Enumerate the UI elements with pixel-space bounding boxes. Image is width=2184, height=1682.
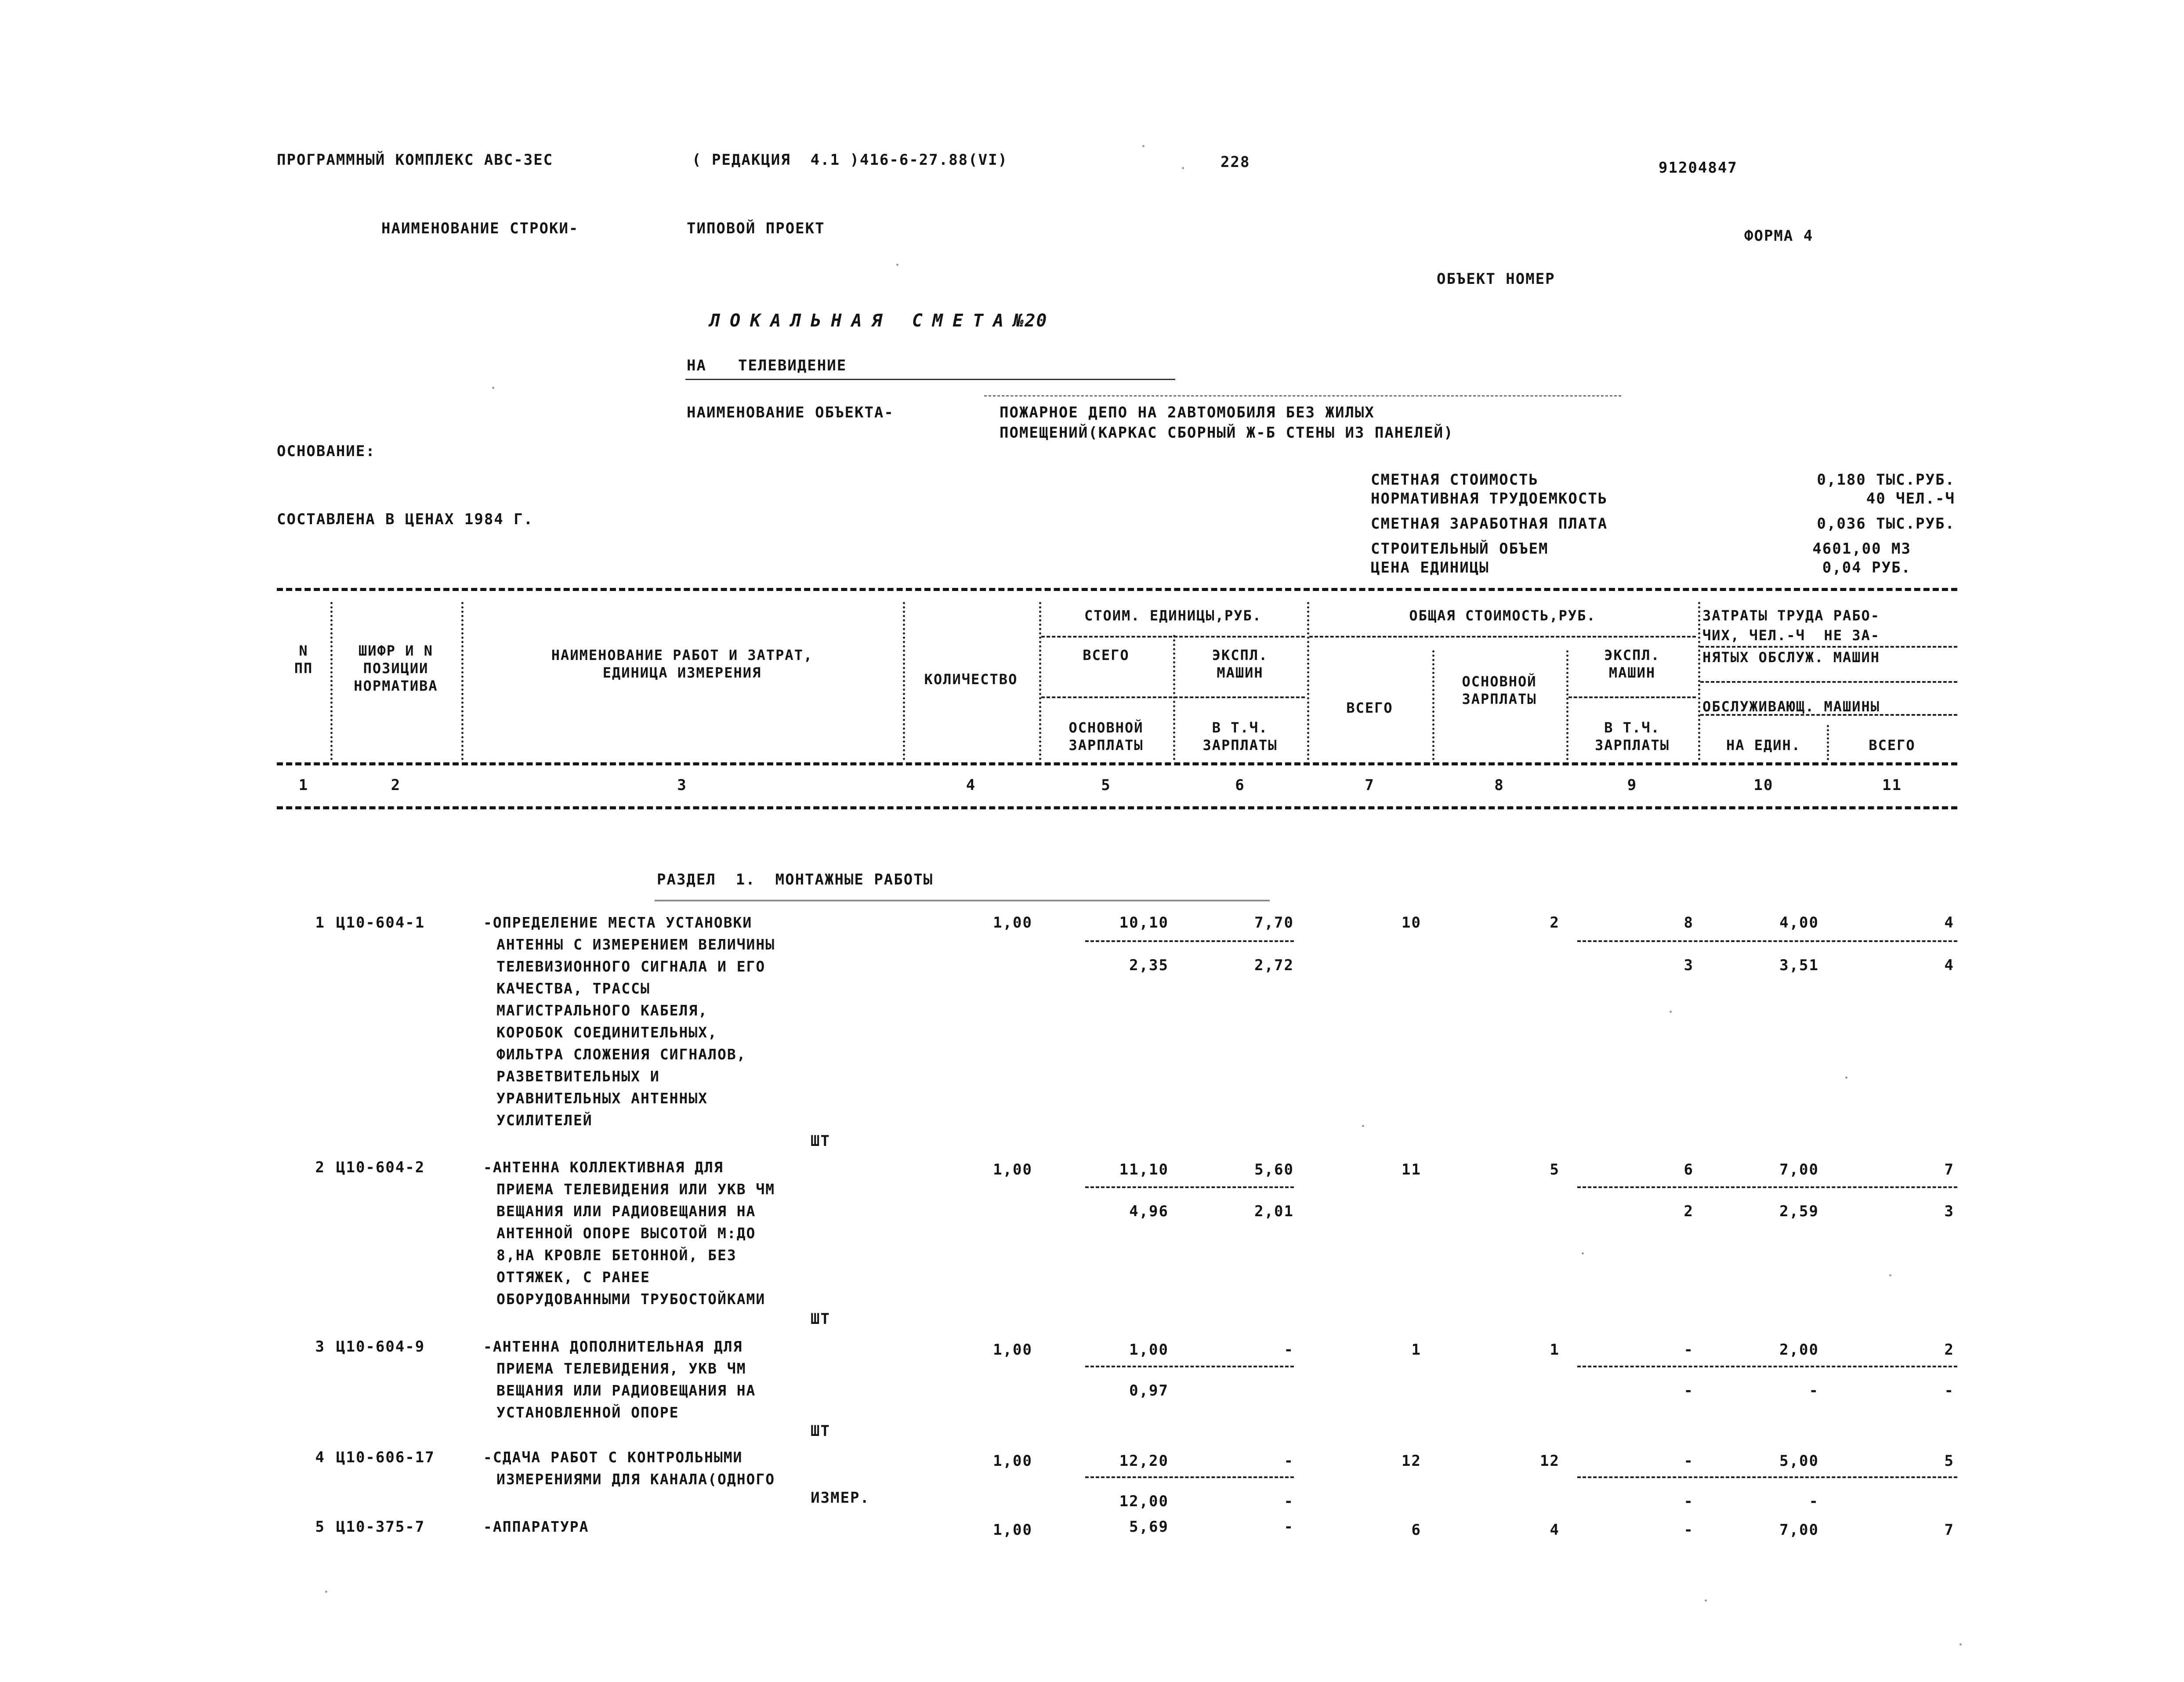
document-title — [710, 312, 1047, 330]
header-total-machines-2: МАШИН — [1608, 664, 1656, 681]
header-pp: ПП — [294, 660, 313, 677]
header-labor-3: НЯТЫХ ОБСЛУЖ. МАШИН — [1702, 649, 1880, 666]
row-2-num: 2 — [315, 1159, 325, 1176]
row-4-unit: ИЗМЕР. — [811, 1489, 870, 1507]
summary-value-unit-price: 0,04 РУБ. — [1822, 559, 1911, 576]
header-name-2: ЕДИНИЦА ИЗМЕРЕНИЯ — [602, 664, 762, 681]
header-mid-rule — [277, 762, 1957, 765]
row-5-labor-total: 7 — [1944, 1521, 1954, 1539]
row-3-labor-unit-2: - — [1809, 1382, 1819, 1399]
total-machines-rule — [1568, 696, 1696, 698]
header-total-incl-1: В Т.Ч. — [1604, 719, 1660, 736]
header-labor-1: ЗАТРАТЫ ТРУДА РАБО- — [1702, 607, 1880, 624]
row-2-unit-incl: 2,01 — [1254, 1203, 1294, 1220]
row-4-qty: 1,00 — [993, 1452, 1032, 1470]
header-unit-machines-2: МАШИН — [1217, 664, 1264, 681]
colnum-10: 10 — [1753, 776, 1774, 794]
row-1-total-incl: 3 — [1684, 957, 1694, 974]
row-4-total-salary: 12 — [1540, 1452, 1560, 1470]
speck — [325, 1591, 327, 1593]
speck — [1582, 1252, 1584, 1254]
object-underline — [984, 395, 1621, 396]
header-unit-incl-2: ЗАРПЛАТЫ — [1202, 737, 1278, 754]
row-2-desc-2: ПРИЕМА ТЕЛЕВИДЕНИЯ ИЛИ УКВ ЧМ — [496, 1181, 775, 1198]
row-4-total-rule — [1577, 1476, 1957, 1478]
header-unit-machines-1: ЭКСПЛ. — [1212, 647, 1268, 663]
colnum-4: 4 — [966, 776, 976, 794]
row-5-code: Ц10-375-7 — [336, 1518, 425, 1536]
row-4-num: 4 — [315, 1449, 325, 1466]
speck — [1670, 1011, 1672, 1013]
row-1-desc-7: ФИЛЬТРА СЛОЖЕНИЯ СИГНАЛОВ, — [496, 1046, 746, 1063]
row-2-total-rule — [1577, 1186, 1957, 1188]
row-1-unit-rule — [1085, 940, 1294, 942]
document-number: №20 — [1013, 311, 1048, 331]
header-labor-2: ЧИХ, ЧЕЛ.-Ч НЕ ЗА- — [1702, 627, 1880, 644]
row-2-unit-rule — [1085, 1186, 1294, 1188]
header-unit-salary-2: ЗАРПЛАТЫ — [1068, 737, 1144, 754]
total-cost-rule — [1309, 636, 1696, 638]
row-2-desc-4: АНТЕННОЙ ОПОРЕ ВЫСОТОЙ М:ДО — [496, 1225, 756, 1242]
unit-cost-rule — [1041, 636, 1305, 638]
row-1-labor-unit: 4,00 — [1779, 914, 1819, 932]
row-5-labor-unit: 7,00 — [1779, 1521, 1819, 1539]
speck — [896, 264, 898, 266]
speck — [492, 387, 494, 389]
row-2-labor-total-2: 3 — [1944, 1203, 1954, 1220]
speck — [1362, 1125, 1364, 1127]
labor-rule-2 — [1700, 681, 1957, 683]
row-4-unit-machines: - — [1284, 1452, 1294, 1470]
document-code: 91204847 — [1659, 159, 1738, 177]
header-labor-unit: НА ЕДИН. — [1726, 737, 1801, 754]
header-code-2: ПОЗИЦИИ — [363, 660, 429, 677]
row-1-labor-total-2: 4 — [1944, 957, 1954, 974]
row-2-desc-6: ОТТЯЖЕК, С РАНЕЕ — [496, 1269, 650, 1286]
row-4-unit-salary: 12,00 — [1119, 1493, 1169, 1510]
speck — [1182, 167, 1184, 169]
summary-label-unit-price: ЦЕНА ЕДИНИЦЫ — [1371, 559, 1489, 576]
col-sep-2 — [461, 602, 464, 760]
colnum-3: 3 — [677, 776, 687, 794]
header-unit-cost-group: СТОИМ. ЕДИНИЦЫ,РУБ. — [1084, 607, 1262, 624]
row-1-desc-8: РАЗВЕТВИТЕЛЬНЫХ И — [496, 1068, 660, 1085]
row-1-unit-salary: 2,35 — [1129, 957, 1169, 974]
row-3-total-machines: - — [1684, 1341, 1694, 1359]
header-n: N — [299, 642, 308, 659]
row-1-desc-10: УСИЛИТЕЛЕЙ — [496, 1112, 593, 1129]
row-1-labor-total: 4 — [1944, 914, 1954, 932]
row-2-desc-1: -АНТЕННА КОЛЛЕКТИВНАЯ ДЛЯ — [483, 1159, 724, 1176]
row-5-unit-machines: - — [1284, 1518, 1294, 1536]
object-name-line2: ПОМЕЩЕНИЙ(КАРКАС СБОРНЫЙ Ж-Б СТЕНЫ ИЗ ПАНЕЛЕЙ) — [1000, 424, 1454, 442]
subject-name: ТЕЛЕВИДЕНИЕ — [738, 357, 847, 374]
row-3-num: 3 — [315, 1338, 325, 1356]
basis-label: ОСНОВАНИЕ: — [277, 442, 376, 460]
header-labor-sub: ОБСЛУЖИВАЮЩ. МАШИНЫ — [1702, 698, 1880, 715]
header-total-all: ВСЕГО — [1346, 700, 1393, 716]
row-2-unit: ШТ — [811, 1310, 830, 1328]
row-2-desc-3: ВЕЩАНИЯ ИЛИ РАДИОВЕЩАНИЯ НА — [496, 1203, 756, 1220]
subject-underline — [685, 379, 1175, 380]
row-3-labor-total: 2 — [1944, 1341, 1954, 1359]
row-5-unit-total: 5,69 — [1129, 1518, 1169, 1536]
header-name-1: НАИМЕНОВАНИЕ РАБОТ И ЗАТРАТ, — [551, 647, 813, 663]
row-1-total: 10 — [1402, 914, 1421, 932]
row-3-desc-2: ПРИЕМА ТЕЛЕВИДЕНИЯ, УКВ ЧМ — [496, 1360, 746, 1377]
summary-label-labor: НОРМАТИВНАЯ ТРУДОЕМКОСТЬ — [1371, 490, 1608, 508]
row-2-total: 11 — [1402, 1161, 1421, 1178]
row-1-code: Ц10-604-1 — [336, 914, 425, 932]
row-3-total-salary: 1 — [1550, 1341, 1560, 1359]
row-2-unit-machines: 5,60 — [1254, 1161, 1294, 1178]
row-1-unit: ШТ — [811, 1132, 830, 1150]
colnum-9: 9 — [1627, 776, 1637, 794]
document-title-text: ЛОКАЛЬНАЯ СМЕТА — [710, 311, 1014, 331]
row-4-code: Ц10-606-17 — [336, 1449, 435, 1466]
summary-value-salary: 0,036 ТЫС.РУБ. — [1817, 515, 1955, 533]
row-3-total-incl: - — [1684, 1382, 1694, 1399]
row-1-num: 1 — [315, 914, 325, 932]
page-number: 228 — [1221, 153, 1250, 171]
row-1-total-rule — [1577, 940, 1957, 942]
prices-label: СОСТАВЛЕНА В ЦЕНАХ 1984 Г. — [277, 511, 534, 528]
section-title: РАЗДЕЛ 1. МОНТАЖНЫЕ РАБОТЫ — [657, 871, 934, 888]
colnum-1: 1 — [298, 776, 309, 794]
row-3-qty: 1,00 — [993, 1341, 1032, 1359]
row-5-desc-1: -АППАРАТУРА — [483, 1518, 589, 1535]
header-total-salary-2: ЗАРПЛАТЫ — [1462, 691, 1537, 707]
col-sep-6 — [1307, 602, 1309, 760]
subject-prefix: НА — [687, 357, 706, 374]
header-code-3: НОРМАТИВА — [354, 678, 438, 694]
row-3-unit-salary: 0,97 — [1129, 1382, 1169, 1399]
row-1-desc-6: КОРОБОК СОЕДИНИТЕЛЬНЫХ, — [496, 1024, 717, 1041]
row-name-value: ТИПОВОЙ ПРОЕКТ — [687, 220, 825, 237]
row-4-total: 12 — [1402, 1452, 1421, 1470]
header-total-machines-1: ЭКСПЛ. — [1604, 647, 1660, 663]
row-3-desc-4: УСТАНОВЛЕННОЙ ОПОРЕ — [496, 1404, 679, 1421]
row-2-desc-7: ОБОРУДОВАННЫМИ ТРУБОСТОЙКАМИ — [496, 1290, 766, 1308]
section-underline — [655, 900, 1270, 901]
row-1-total-machines: 8 — [1684, 914, 1694, 932]
row-1-desc-5: МАГИСТРАЛЬНОГО КАБЕЛЯ, — [496, 1002, 708, 1019]
row-1-unit-incl: 2,72 — [1254, 957, 1294, 974]
row-1-desc-2: АНТЕННЫ С ИЗМЕРЕНИЕМ ВЕЛИЧИНЫ — [496, 936, 775, 953]
row-5-total-machines: - — [1684, 1521, 1694, 1539]
row-3-unit-rule — [1085, 1366, 1294, 1367]
row-3-unit: ШТ — [811, 1422, 830, 1440]
header-bottom-rule — [277, 806, 1957, 809]
object-label: НАИМЕНОВАНИЕ ОБЪЕКТА- — [687, 404, 894, 421]
row-5-total: 6 — [1411, 1521, 1421, 1539]
colnum-7: 7 — [1365, 776, 1375, 794]
row-4-unit-rule — [1085, 1476, 1294, 1478]
row-1-desc-4: КАЧЕСТВА, ТРАССЫ — [496, 980, 650, 997]
row-2-unit-salary: 4,96 — [1129, 1203, 1169, 1220]
header-code-1: ШИФР И N — [358, 642, 434, 659]
speck — [1959, 1643, 1962, 1646]
row-2-unit-total: 11,10 — [1119, 1161, 1169, 1178]
row-5-num: 5 — [315, 1518, 325, 1536]
row-2-code: Ц10-604-2 — [336, 1159, 425, 1176]
colnum-11: 11 — [1882, 776, 1902, 794]
row-4-labor-unit-2: - — [1809, 1493, 1819, 1510]
row-2-total-incl: 2 — [1684, 1203, 1694, 1220]
edition-label: ( РЕДАКЦИЯ 4.1 )416-6-27.88(VI) — [692, 151, 1008, 169]
row-2-labor-unit: 7,00 — [1779, 1161, 1819, 1178]
program-name: ПРОГРАММНЫЙ КОМПЛЕКС АВС-3ЕС — [277, 151, 554, 169]
header-unit-incl-1: В Т.Ч. — [1212, 719, 1268, 736]
object-name-line1: ПОЖАРНОЕ ДЕПО НА 2АВТОМОБИЛЯ БЕЗ ЖИЛЫХ — [1000, 404, 1375, 421]
summary-value-cost: 0,180 ТЫС.РУБ. — [1817, 471, 1955, 489]
speck — [1142, 145, 1145, 147]
row-2-labor-total: 7 — [1944, 1161, 1954, 1178]
row-3-code: Ц10-604-9 — [336, 1338, 425, 1356]
row-4-labor-unit: 5,00 — [1779, 1452, 1819, 1470]
row-2-total-salary: 5 — [1550, 1161, 1560, 1178]
speck — [1845, 1077, 1847, 1079]
header-total-cost-group: ОБЩАЯ СТОИМОСТЬ,РУБ. — [1409, 607, 1596, 624]
row-1-qty: 1,00 — [993, 914, 1032, 932]
row-4-total-machines: - — [1684, 1452, 1694, 1470]
summary-value-labor: 40 ЧЕЛ.-Ч — [1866, 490, 1955, 508]
row-5-total-salary: 4 — [1550, 1521, 1560, 1539]
row-4-desc-2: ИЗМЕРЕНИЯМИ ДЛЯ КАНАЛА(ОДНОГО — [496, 1471, 775, 1488]
row-4-total-incl: - — [1684, 1493, 1694, 1510]
row-2-total-machines: 6 — [1684, 1161, 1694, 1178]
row-3-unit-total: 1,00 — [1129, 1341, 1169, 1359]
row-2-labor-unit-2: 2,59 — [1779, 1203, 1819, 1220]
col-sep-4 — [1039, 602, 1041, 760]
header-total-salary-1: ОСНОВНОЙ — [1462, 673, 1537, 690]
row-3-total-rule — [1577, 1366, 1957, 1367]
summary-label-cost: СМЕТНАЯ СТОИМОСТЬ — [1371, 471, 1539, 489]
row-3-total: 1 — [1411, 1341, 1421, 1359]
row-1-desc-1: -ОПРЕДЕЛЕНИЕ МЕСТА УСТАНОВКИ — [483, 914, 753, 931]
row-3-desc-1: -АНТЕННА ДОПОЛНИТЕЛЬНАЯ ДЛЯ — [483, 1338, 743, 1355]
form-label: ФОРМА 4 — [1744, 227, 1814, 245]
summary-label-salary: СМЕТНАЯ ЗАРАБОТНАЯ ПЛАТА — [1371, 515, 1608, 533]
row-5-qty: 1,00 — [993, 1521, 1032, 1539]
row-1-desc-9: УРАВНИТЕЛЬНЫХ АНТЕННЫХ — [496, 1090, 708, 1107]
colnum-8: 8 — [1494, 776, 1504, 794]
header-unit-salary-1: ОСНОВНОЙ — [1068, 719, 1144, 736]
speck — [1889, 1274, 1891, 1276]
header-labor-total: ВСЕГО — [1869, 737, 1916, 754]
row-3-labor-unit: 2,00 — [1779, 1341, 1819, 1359]
header-unit-total: ВСЕГО — [1083, 647, 1130, 663]
row-4-labor-total: 5 — [1944, 1452, 1954, 1470]
header-quantity: КОЛИЧЕСТВО — [924, 671, 1018, 688]
colnum-5: 5 — [1101, 776, 1111, 794]
row-3-desc-3: ВЕЩАНИЯ ИЛИ РАДИОВЕЩАНИЯ НА — [496, 1382, 756, 1399]
row-1-unit-total: 10,10 — [1119, 914, 1169, 932]
row-1-labor-unit-2: 3,51 — [1779, 957, 1819, 974]
row-4-unit-incl: - — [1284, 1493, 1294, 1510]
object-number-label: ОБЪЕКТ НОМЕР — [1437, 270, 1555, 288]
row-2-qty: 1,00 — [993, 1161, 1032, 1178]
summary-value-volume: 4601,00 М3 — [1812, 540, 1911, 558]
unit-cost-rule-2 — [1041, 696, 1305, 698]
speck — [1705, 1599, 1707, 1602]
row-1-total-salary: 2 — [1550, 914, 1560, 932]
row-3-labor-total-2: - — [1944, 1382, 1954, 1399]
header-top-rule — [277, 588, 1957, 591]
colnum-2: 2 — [391, 776, 401, 794]
labor-rule-1 — [1700, 646, 1957, 648]
row-2-desc-5: 8,НА КРОВЛЕ БЕТОННОЙ, БЕЗ — [496, 1247, 737, 1264]
row-4-unit-total: 12,20 — [1119, 1452, 1169, 1470]
row-name-label: НАИМЕНОВАНИЕ СТРОКИ- — [381, 220, 579, 237]
header-total-incl-2: ЗАРПЛАТЫ — [1594, 737, 1670, 754]
row-4-desc-1: -СДАЧА РАБОТ С КОНТРОЛЬНЫМИ — [483, 1449, 743, 1466]
row-1-desc-3: ТЕЛЕВИЗИОННОГО СИГНАЛА И ЕГО — [496, 958, 766, 975]
summary-label-volume: СТРОИТЕЛЬНЫЙ ОБЪЕМ — [1371, 540, 1549, 558]
row-1-unit-machines: 7,70 — [1254, 914, 1294, 932]
row-3-unit-machines: - — [1284, 1341, 1294, 1359]
colnum-6: 6 — [1235, 776, 1245, 794]
